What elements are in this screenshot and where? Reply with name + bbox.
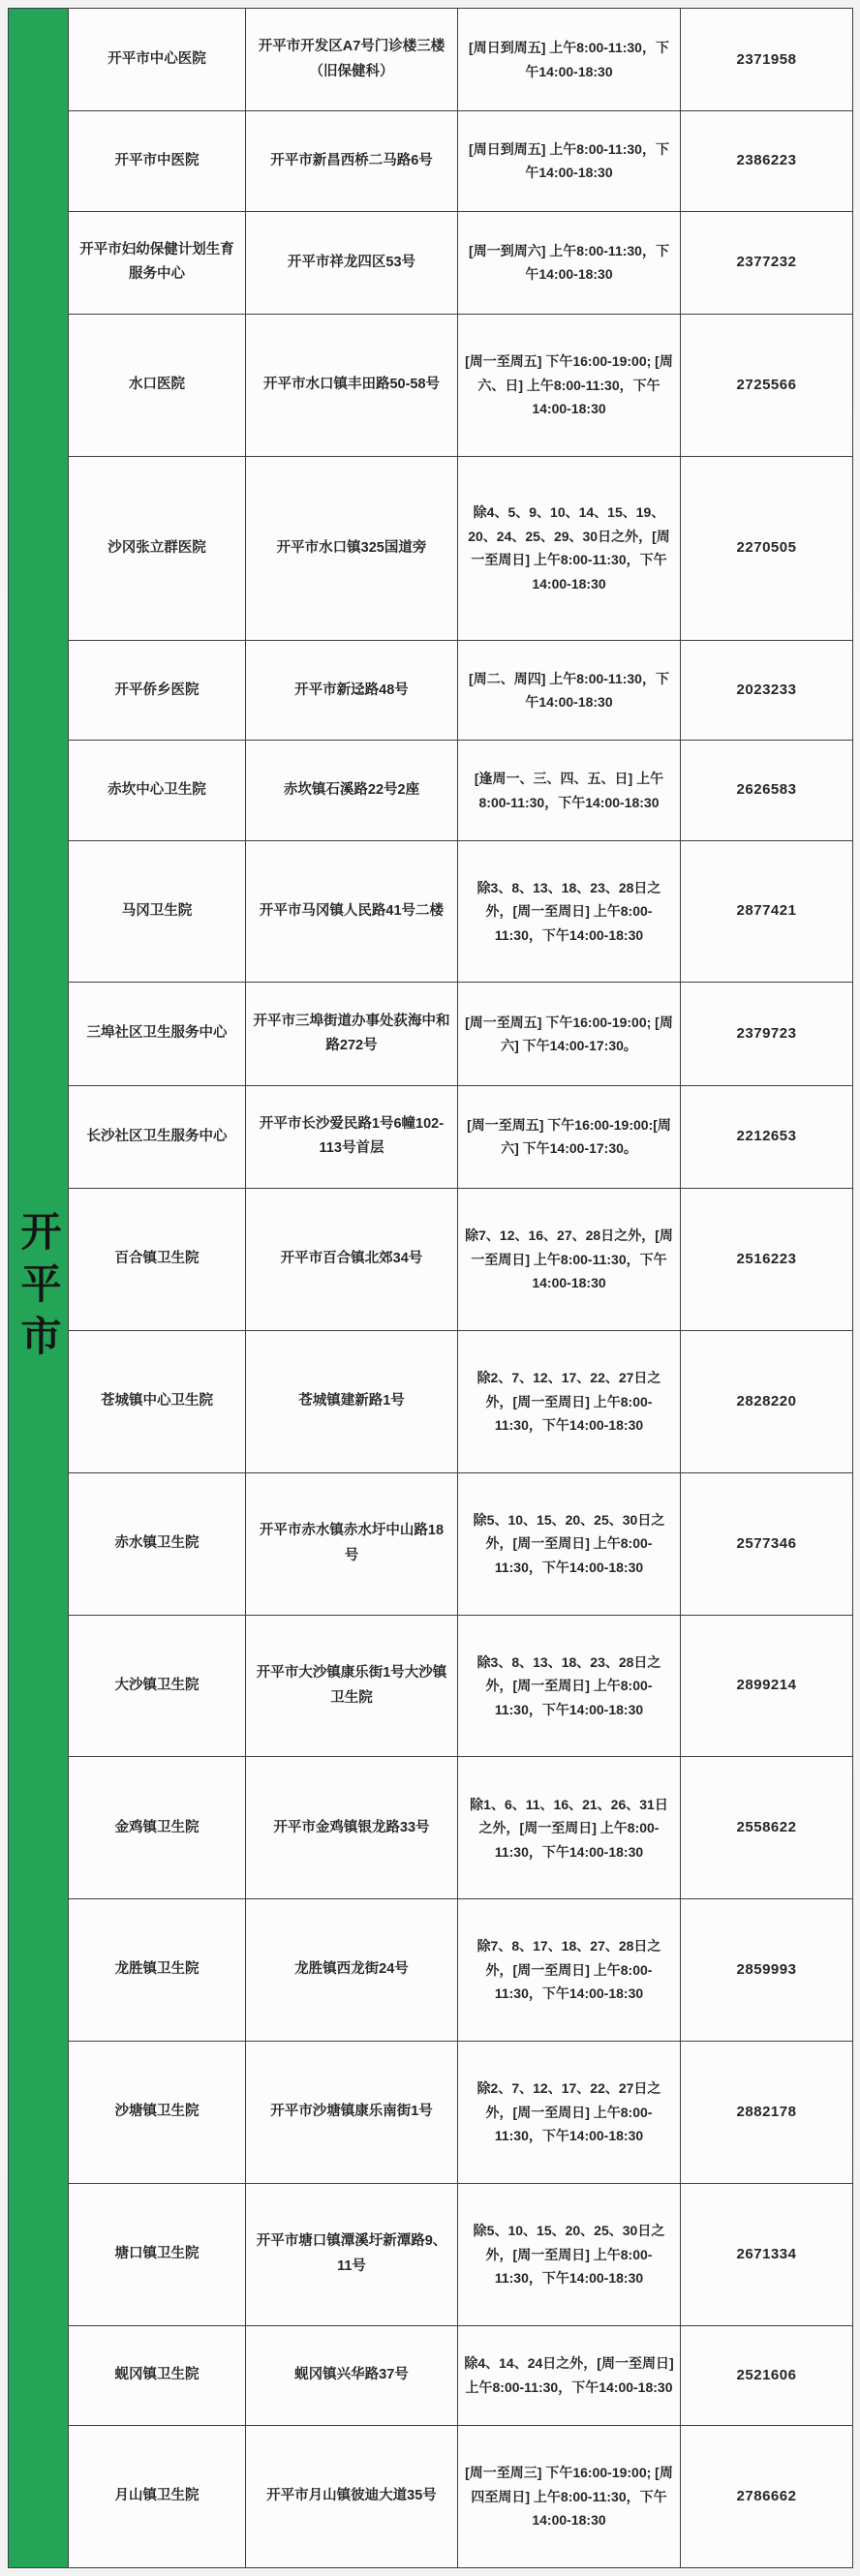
table-row	[9, 111, 853, 211]
phone-number-cell: 2379723	[681, 983, 853, 1085]
service-hours-cell: [周日到周五] 上午8:00-11:30，下午14:00-18:30	[458, 9, 681, 111]
hospital-address-cell: 开平市马冈镇人民路41号二楼	[246, 840, 458, 983]
service-hours-cell: [周一至周五] 下午16:00-19:00:[周六] 下午14:00-17:30。	[458, 1085, 681, 1188]
service-hours-cell: 除7、8、17、18、27、28日之外，[周一至周日] 上午8:00-11:30，下午14:00-18:30	[458, 1899, 681, 2042]
service-hours-cell: 除1、6、11、16、21、26、31日之外，[周一至周日] 上午8:00-11:30，下午14:00-18:30	[458, 1757, 681, 1899]
hospital-address-cell: 开平市塘口镇潭溪圩新潭路9、11号	[246, 2183, 458, 2325]
service-hours-cell: [周日到周五] 上午8:00-11:30，下午14:00-18:30	[458, 111, 681, 211]
phone-number-cell: 2725566	[681, 314, 853, 456]
table-row	[9, 1899, 853, 2042]
table-row	[9, 2425, 853, 2567]
hospital-name-cell: 开平市中医院	[69, 111, 246, 211]
hospital-name-cell: 赤水镇卫生院	[69, 1472, 246, 1615]
service-hours-cell: 除3、8、13、18、23、28日之外，[周一至周日] 上午8:00-11:30，下午14:00-18:30	[458, 1615, 681, 1757]
hospital-name-cell: 月山镇卫生院	[69, 2425, 246, 2567]
region-cell	[9, 9, 69, 2568]
phone-number-cell: 2558622	[681, 1757, 853, 1899]
hospital-name-cell: 马冈卫生院	[69, 840, 246, 983]
phone-number-cell: 2877421	[681, 840, 853, 983]
phone-number-cell: 2516223	[681, 1189, 853, 1331]
phone-number-cell: 2577346	[681, 1472, 853, 1615]
phone-number-cell: 2371958	[681, 9, 853, 111]
table-row	[9, 641, 853, 741]
service-hours-cell: 除7、12、16、27、28日之外，[周一至周日] 上午8:00-11:30，下午14:00-18:30	[458, 1189, 681, 1331]
hospital-address-cell: 苍城镇建新路1号	[246, 1330, 458, 1472]
hospital-name-cell: 塘口镇卫生院	[69, 2183, 246, 2325]
hospital-address-cell: 开平市百合镇北郊34号	[246, 1189, 458, 1331]
phone-number-cell: 2859993	[681, 1899, 853, 2042]
table-row	[9, 983, 853, 1085]
service-hours-cell: [周一至周三] 下午16:00-19:00; [周四至周日] 上午8:00-11:30，下午14:00-18:30	[458, 2425, 681, 2567]
phone-number-cell: 2386223	[681, 111, 853, 211]
hospital-name-cell: 金鸡镇卫生院	[69, 1757, 246, 1899]
hospital-name-cell: 水口医院	[69, 314, 246, 456]
phone-number-cell: 2899214	[681, 1615, 853, 1757]
service-hours-cell: [周一至周五] 下午16:00-19:00; [周六] 下午14:00-17:30。	[458, 983, 681, 1085]
hospital-name-cell: 沙冈张立群医院	[69, 456, 246, 640]
table-row	[9, 211, 853, 314]
service-hours-cell: 除4、14、24日之外，[周一至周日] 上午8:00-11:30，下午14:00-18:30	[458, 2325, 681, 2425]
service-hours-cell: 除4、5、9、10、14、15、19、20、24、25、29、30日之外，[周一至周日] 上午8:00-11:30，下午14:00-18:30	[458, 456, 681, 640]
table-row	[9, 456, 853, 640]
service-hours-cell: 除3、8、13、18、23、28日之外，[周一至周日] 上午8:00-11:30，下午14:00-18:30	[458, 840, 681, 983]
table-row	[9, 840, 853, 983]
phone-number-cell: 2671334	[681, 2183, 853, 2325]
table-row	[9, 2042, 853, 2184]
hospital-address-cell: 开平市长沙爱民路1号6幢102-113号首层	[246, 1085, 458, 1188]
hospital-address-cell: 开平市祥龙四区53号	[246, 211, 458, 314]
service-hours-cell: 除5、10、15、20、25、30日之外，[周一至周日] 上午8:00-11:30，下午14:00-18:30	[458, 1472, 681, 1615]
hospital-name-cell: 三埠社区卫生服务中心	[69, 983, 246, 1085]
table-row	[9, 9, 853, 111]
hospital-address-cell: 开平市金鸡镇银龙路33号	[246, 1757, 458, 1899]
hospital-address-cell: 赤坎镇石溪路22号2座	[246, 741, 458, 840]
hospital-name-cell: 开平市妇幼保健计划生育服务中心	[69, 211, 246, 314]
phone-number-cell: 2786662	[681, 2425, 853, 2567]
hospital-address-cell: 开平市水口镇325国道旁	[246, 456, 458, 640]
table-row	[9, 2183, 853, 2325]
hospital-address-cell: 开平市水口镇丰田路50-58号	[246, 314, 458, 456]
hospital-name-cell: 百合镇卫生院	[69, 1189, 246, 1331]
hospital-name-cell: 长沙社区卫生服务中心	[69, 1085, 246, 1188]
phone-number-cell: 2212653	[681, 1085, 853, 1188]
hospital-address-cell: 开平市新昌西桥二马路6号	[246, 111, 458, 211]
phone-number-cell: 2521606	[681, 2325, 853, 2425]
hospital-name-cell: 开平侨乡医院	[69, 641, 246, 741]
hospital-address-cell: 开平市沙塘镇康乐南街1号	[246, 2042, 458, 2184]
service-hours-cell: 除2、7、12、17、22、27日之外，[周一至周日] 上午8:00-11:30，下午14:00-18:30	[458, 1330, 681, 1472]
table-row	[9, 1085, 853, 1188]
hospital-address-cell: 开平市新迳路48号	[246, 641, 458, 741]
phone-number-cell: 2828220	[681, 1330, 853, 1472]
hospital-name-cell: 大沙镇卫生院	[69, 1615, 246, 1757]
hospital-address-cell: 开平市大沙镇康乐街1号大沙镇卫生院	[246, 1615, 458, 1757]
hospital-name-cell: 蚬冈镇卫生院	[69, 2325, 246, 2425]
service-hours-cell: [周二、周四] 上午8:00-11:30，下午14:00-18:30	[458, 641, 681, 741]
phone-number-cell: 2377232	[681, 211, 853, 314]
table-row	[9, 314, 853, 456]
phone-number-cell: 2626583	[681, 741, 853, 840]
phone-number-cell: 2882178	[681, 2042, 853, 2184]
hospital-name-cell: 赤坎中心卫生院	[69, 741, 246, 840]
hospital-name-cell: 龙胜镇卫生院	[69, 1899, 246, 2042]
hospital-name-cell: 沙塘镇卫生院	[69, 2042, 246, 2184]
region-label: 开平市	[15, 1209, 62, 1367]
service-hours-cell: 除5、10、15、20、25、30日之外，[周一至周日] 上午8:00-11:30，下午14:00-18:30	[458, 2183, 681, 2325]
table-row	[9, 741, 853, 840]
hospital-address-cell: 开平市开发区A7号门诊楼三楼（旧保健科）	[246, 9, 458, 111]
hospital-address-cell: 开平市赤水镇赤水圩中山路18号	[246, 1472, 458, 1615]
service-hours-cell: [逢周一、三、四、五、日] 上午8:00-11:30，下午14:00-18:30	[458, 741, 681, 840]
table-row	[9, 2325, 853, 2425]
hospital-address-cell: 开平市月山镇彼迪大道35号	[246, 2425, 458, 2567]
hospital-address-cell: 开平市三埠街道办事处荻海中和路272号	[246, 983, 458, 1085]
hospital-table-body	[9, 9, 853, 2568]
hospital-name-cell: 苍城镇中心卫生院	[69, 1330, 246, 1472]
phone-number-cell: 2023233	[681, 641, 853, 741]
table-row	[9, 1189, 853, 1331]
hospital-table	[8, 8, 853, 2568]
hospital-name-cell: 开平市中心医院	[69, 9, 246, 111]
hospital-address-cell: 蚬冈镇兴华路37号	[246, 2325, 458, 2425]
table-row	[9, 1615, 853, 1757]
hospital-address-cell: 龙胜镇西龙街24号	[246, 1899, 458, 2042]
service-hours-cell: [周一至周五] 下午16:00-19:00; [周六、日] 上午8:00-11:30，下午14:00-18:30	[458, 314, 681, 456]
phone-number-cell: 2270505	[681, 456, 853, 640]
table-row	[9, 1757, 853, 1899]
table-row	[9, 1472, 853, 1615]
service-hours-cell: [周一到周六] 上午8:00-11:30，下午14:00-18:30	[458, 211, 681, 314]
table-row	[9, 1330, 853, 1472]
service-hours-cell: 除2、7、12、17、22、27日之外，[周一至周日] 上午8:00-11:30，下午14:00-18:30	[458, 2042, 681, 2184]
